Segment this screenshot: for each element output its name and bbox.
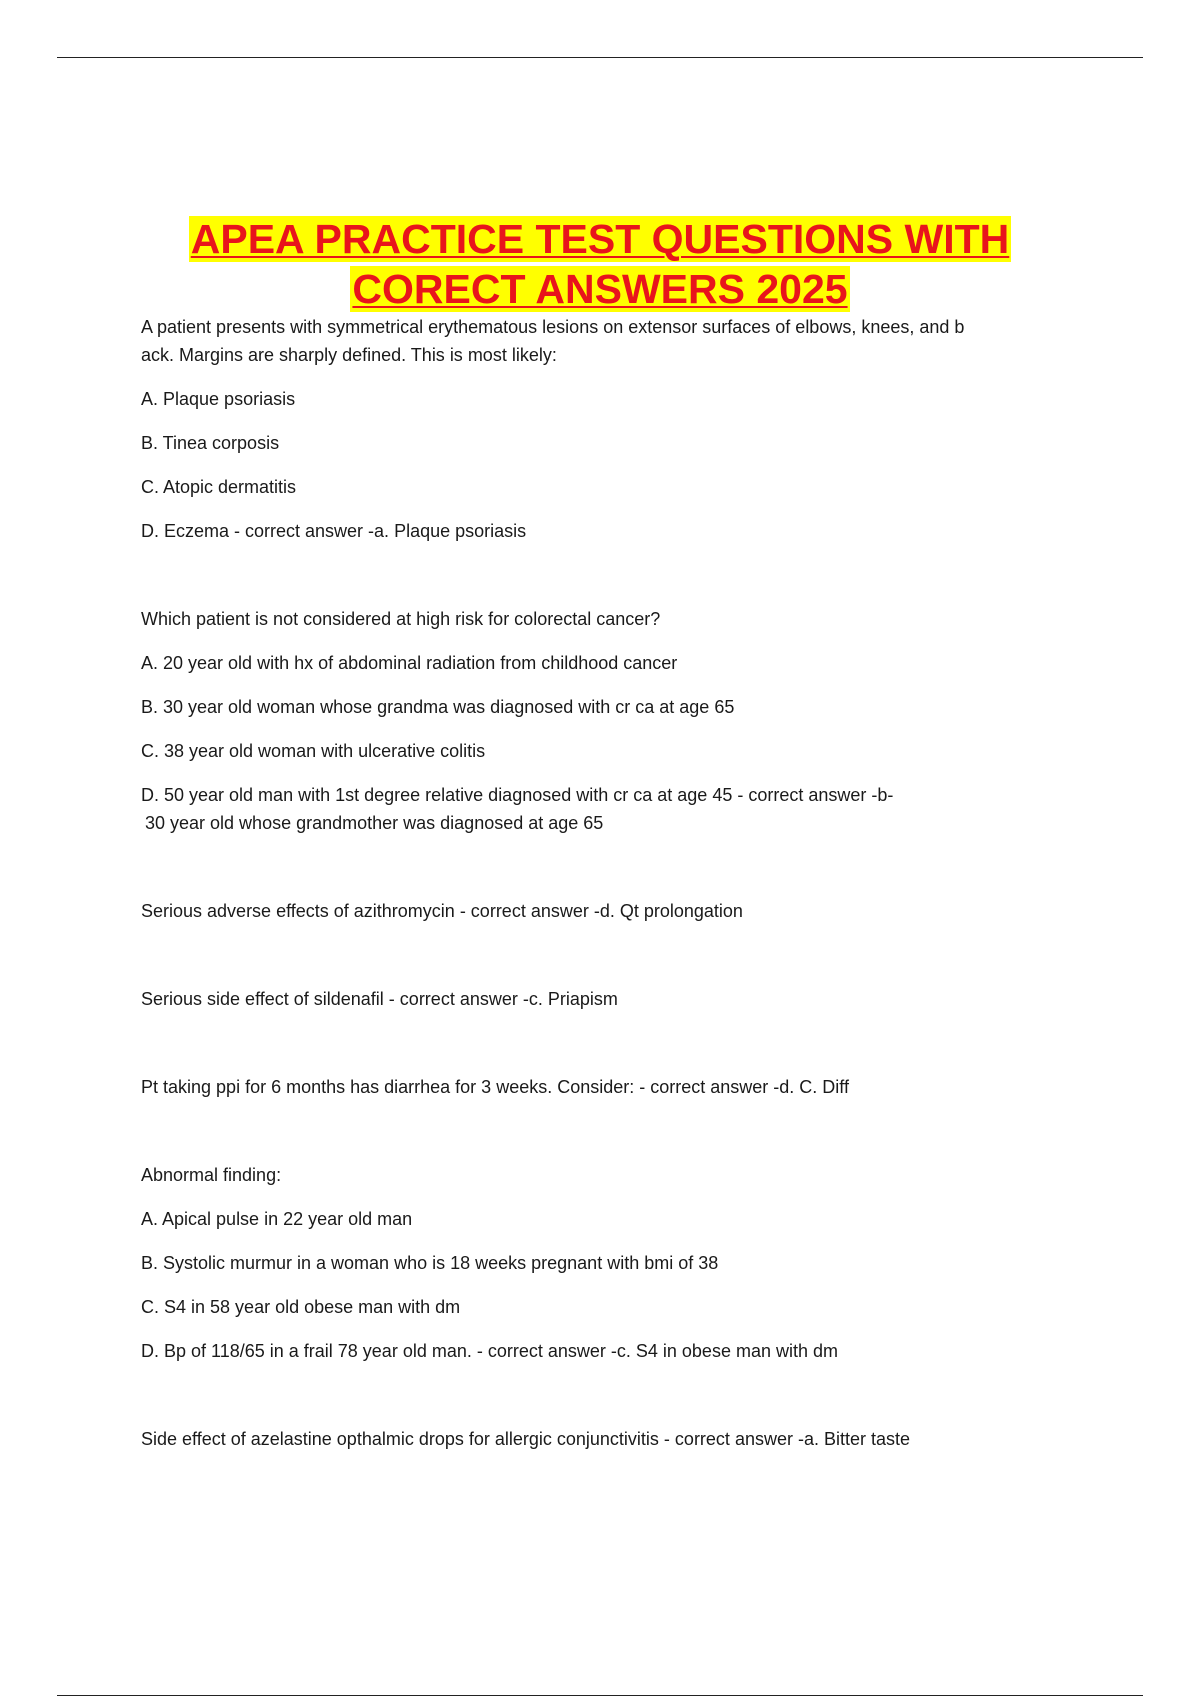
question-4: Serious side effect of sildenafil - correct answer -c. Priapism (141, 989, 618, 1009)
question-stem: Which patient is not considered at high risk for colorectal cancer? (141, 609, 661, 629)
answer-option-with-correct-answer (141, 781, 1061, 837)
document-body (141, 313, 1061, 1453)
option-line-2: 30 year old whose grandmother was diagnosed at age 65 (145, 813, 604, 833)
question-1 (141, 313, 1061, 545)
top-rule (57, 57, 1143, 58)
stem-line-2: ack. Margins are sharply defined. This is most likely: (141, 345, 557, 365)
answer-option: C. S4 in 58 year old obese man with dm (141, 1297, 461, 1317)
answer-option: B. Tinea corposis (141, 433, 280, 453)
page-title (80, 214, 1120, 314)
answer-option: B. 30 year old woman whose grandma was diagnosed with cr ca at age 65 (141, 697, 735, 717)
question-7: Side effect of azelastine opthalmic drops for allergic conjunctivitis - correct answer -a. Bitter taste (141, 1429, 911, 1449)
bottom-rule (57, 1695, 1143, 1696)
answer-option: A. Plaque psoriasis (141, 389, 296, 409)
answer-option: A. Apical pulse in 22 year old man (141, 1209, 413, 1229)
answer-option-with-correct-answer: D. Eczema - correct answer -a. Plaque psoriasis (141, 521, 527, 541)
answer-option: C. 38 year old woman with ulcerative colitis (141, 741, 486, 761)
option-line-1: D. 50 year old man with 1st degree relative diagnosed with cr ca at age 45 - correct answer -b- (141, 785, 894, 805)
answer-option: C. Atopic dermatitis (141, 477, 297, 497)
question-6 (141, 1161, 1061, 1365)
question-3: Serious adverse effects of azithromycin - correct answer -d. Qt prolongation (141, 901, 743, 921)
question-stem: Abnormal finding: (141, 1165, 282, 1185)
question-stem (141, 313, 1061, 369)
answer-option: B. Systolic murmur in a woman who is 18 weeks pregnant with bmi of 38 (141, 1253, 719, 1273)
title-line-1: APEA PRACTICE TEST QUESTIONS WITH (190, 216, 1010, 262)
question-2 (141, 605, 1061, 837)
answer-option-with-correct-answer: D. Bp of 118/65 in a frail 78 year old man. - correct answer -c. S4 in obese man with dm (141, 1341, 838, 1361)
stem-line-1: A patient presents with symmetrical erythematous lesions on extensor surfaces of elbows, knees, and b (141, 317, 965, 337)
question-5: Pt taking ppi for 6 months has diarrhea for 3 weeks. Consider: - correct answer -d. C. Diff (141, 1077, 849, 1097)
title-line-2: CORECT ANSWERS 2025 (352, 266, 848, 312)
answer-option: A. 20 year old with hx of abdominal radiation from childhood cancer (141, 653, 678, 673)
